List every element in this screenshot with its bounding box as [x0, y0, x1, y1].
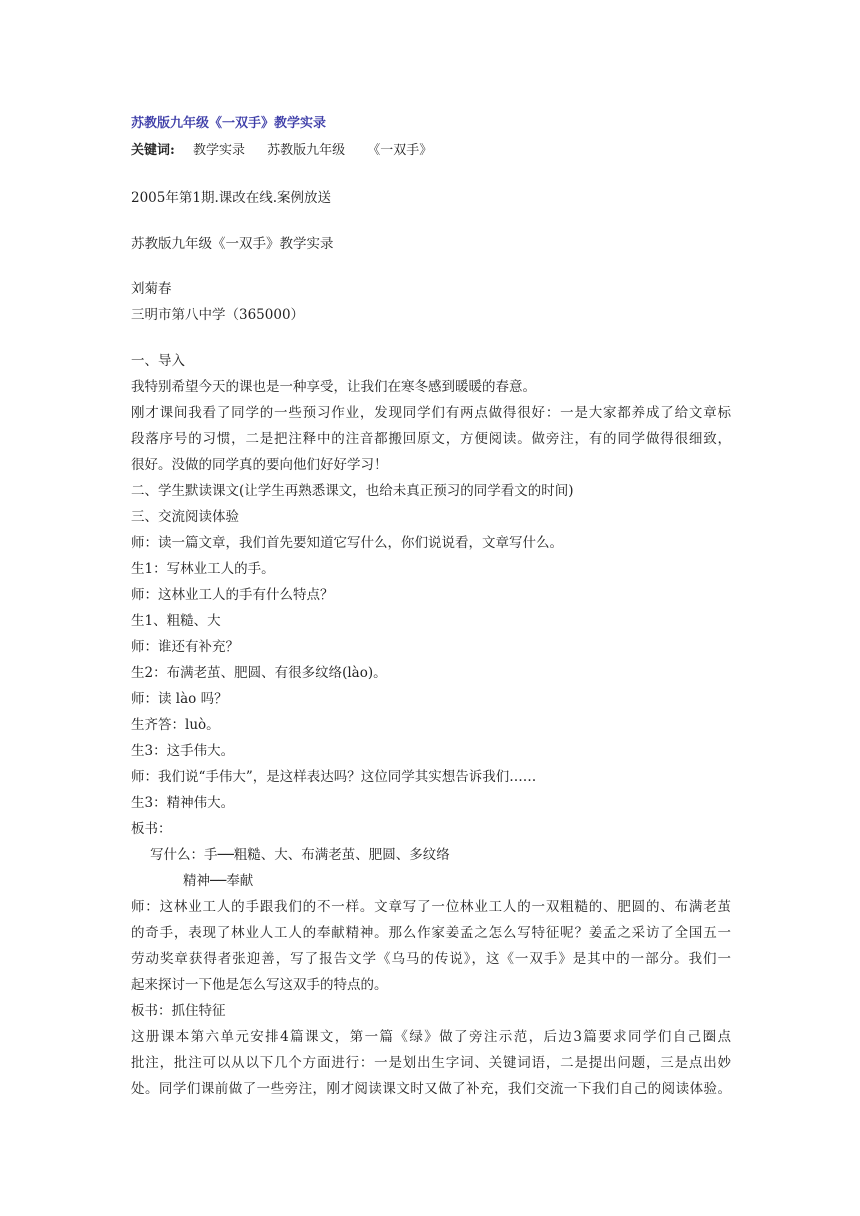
dialogue-line: 师：读 lào 吗？: [131, 691, 228, 707]
paragraph-line: 起来探讨一下他是怎么写这双手的特点的。: [131, 977, 388, 993]
paragraph-line: 劳动奖章获得者张迎善，写了报告文学《乌马的传说》，这《一双手》是其中的一部分。我们一: [131, 951, 731, 967]
paragraph-line: 刚才课间我看了同学的一些预习作业，发现同学们有两点做得很好：一是大家都养成了给文章标: [131, 405, 731, 421]
dialogue-line: 生3：这手伟大。: [131, 743, 235, 759]
paragraph-line: 处。同学们课前做了一些旁注，刚才阅读课文时又做了补充，我们交流一下我们自己的阅读体验。: [131, 1081, 731, 1097]
section-heading: 三、交流阅读体验: [131, 509, 239, 525]
section-heading: 二、学生默读课文(让学生再熟悉课文，也给未真正预习的同学看文的时间): [131, 483, 574, 499]
section-heading: 一、导入: [131, 353, 185, 369]
article-heading: 苏教版九年级《一双手》教学实录: [131, 236, 334, 252]
dialogue-line: 师：我们说“手伟大”，是这样表达吗？这位同学其实想告诉我们……: [131, 769, 537, 785]
paragraph-line: 批注，批注可以从以下几个方面进行：一是划出生字词、关键词语，二是提出问题，三是点出妙: [131, 1055, 731, 1071]
board-content: 写什么：手──粗糙、大、布满老茧、肥圆、多纹络: [150, 847, 450, 863]
board-label: 板书：抓住特征: [131, 1003, 226, 1019]
paragraph-line: 师：这林业工人的手跟我们的不一样。文章写了一位林业工人的一双粗糙的、肥圆的、布满老茧: [131, 899, 731, 915]
paragraph-line: 这册课本第六单元安排4篇课文，第一篇《绿》做了旁注示范，后边3篇要求同学们自己圈点: [131, 1029, 731, 1045]
dialogue-line: 生3：精神伟大。: [131, 795, 235, 811]
board-content: 精神──奉献: [183, 873, 254, 889]
dialogue-line: 师：读一篇文章，我们首先要知道它写什么，你们说说看，文章写什么。: [131, 535, 563, 551]
author-school: 三明市第八中学（365000）: [131, 307, 305, 323]
document-title: 苏教版九年级《一双手》教学实录: [131, 116, 327, 131]
keywords-row: [131, 139, 450, 158]
board-label: 板书：: [131, 821, 172, 837]
dialogue-line: 师：这林业工人的手有什么特点？: [131, 587, 334, 603]
paragraph-line: 的奇手，表现了林业人工人的奉献精神。那么作家姜孟之怎么写特征呢？姜孟之采访了全国五一: [131, 925, 731, 941]
paragraph-line: 我特别希望今天的课也是一种享受，让我们在寒冬感到暖暖的春意。: [131, 379, 536, 395]
dialogue-line: 生1、粗糙、大: [131, 613, 221, 629]
keywords-label: 关键词:: [131, 143, 175, 158]
source-line: 2005年第1期.课改在线.案例放送: [131, 190, 332, 206]
keyword-link[interactable]: 教学实录: [192, 143, 245, 158]
dialogue-line: 生2：布满老茧、肥圆、有很多纹络(lào)。: [131, 665, 387, 681]
keyword-link[interactable]: 《一双手》: [367, 143, 433, 158]
paragraph-line: 段落序号的习惯，二是把注释中的注音都搬回原文，方便阅读。做旁注，有的同学做得很细致，: [131, 431, 731, 447]
dialogue-line: 师：谁还有补充？: [131, 639, 239, 655]
keyword-link[interactable]: 苏教版九年级: [267, 143, 346, 158]
dialogue-line: 生1：写林业工人的手。: [131, 561, 275, 577]
dialogue-line: 生齐答：luò。: [131, 717, 220, 733]
paragraph-line: 很好。没做的同学真的要向他们好好学习！: [131, 457, 388, 473]
author-name: 刘菊春: [131, 281, 172, 297]
